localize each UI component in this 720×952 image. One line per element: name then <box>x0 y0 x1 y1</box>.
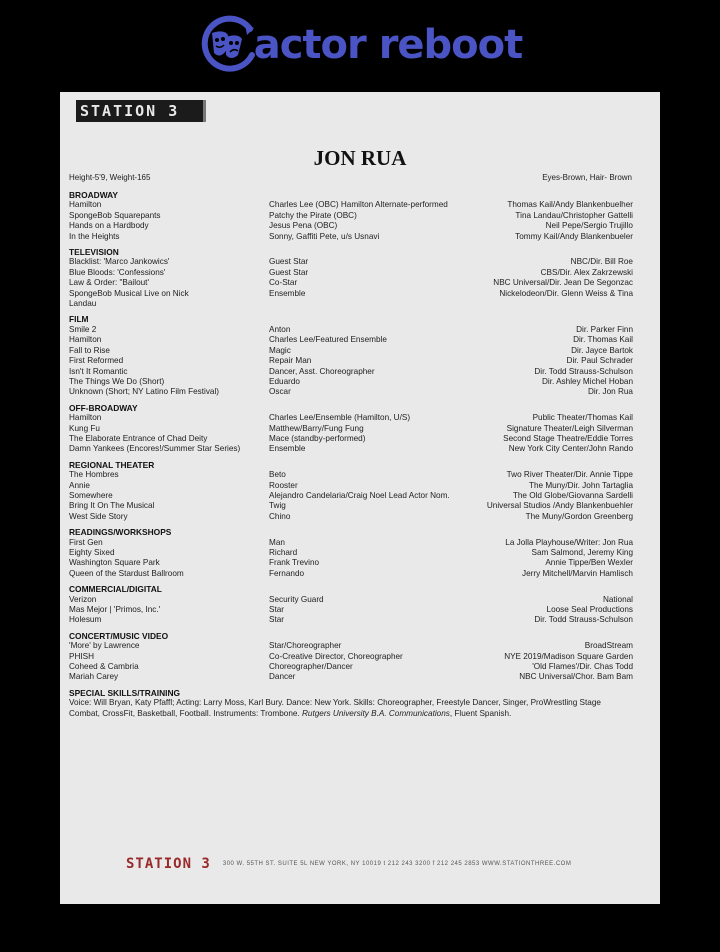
credit-row <box>69 662 633 672</box>
resume-section <box>69 527 633 579</box>
credit-title: West Side Story <box>69 511 128 521</box>
credit-title: Bring It On The Musical <box>69 501 155 511</box>
credit-title: Law & Order: "Bailout' <box>69 278 150 288</box>
credit-company: Dir. Ashley Michel Hoban <box>541 376 633 386</box>
credit-role: Charles Lee/Featured Ensemble <box>269 335 387 345</box>
credit-title: Mas Mejor | 'Primos, Inc.' <box>69 605 161 615</box>
credit-row <box>69 413 633 423</box>
actor-name: JON RUA <box>313 146 407 170</box>
credit-role: Mace (standby-performed) <box>269 433 366 443</box>
credit-company: NBC/Dir. Bill Roe <box>570 257 633 267</box>
credit-title: Damn Yankees (Encores!/Summer Star Series) <box>69 444 241 454</box>
credit-row <box>69 548 633 558</box>
skills-section <box>69 688 633 719</box>
credit-company: Loose Seal Productions <box>546 605 633 615</box>
credit-company: Public Theater/Thomas Kail <box>532 413 633 423</box>
section-title: CONCERT/MUSIC VIDEO <box>69 630 169 641</box>
resume-footer <box>126 856 571 872</box>
credit-company: Dir. Parker Finn <box>576 324 633 334</box>
credit-company: National <box>602 594 633 604</box>
credit-title: 'More' by Lawrence <box>69 641 140 651</box>
credit-row <box>69 335 633 345</box>
credit-role: Twig <box>269 501 286 511</box>
credit-company: Universal Studios /Andy Blankenbuehler <box>486 501 633 511</box>
credit-title: Somewhere <box>69 490 113 500</box>
credit-row <box>69 424 633 434</box>
credit-title: Blue Bloods: 'Confessions' <box>69 267 166 277</box>
credit-title: Hamilton <box>69 200 102 210</box>
credit-role: Charles Lee/Ensemble (Hamilton, U/S) <box>269 413 411 423</box>
resume-section <box>69 190 633 242</box>
credit-company: Tina Landau/Christopher Gattelli <box>515 210 633 220</box>
credit-row <box>69 278 633 288</box>
credit-row <box>69 538 633 548</box>
station3-top-logo: STATION 3 <box>76 100 206 122</box>
agency-contact-info: 300 W. 55TH ST. SUITE 5L NEW YORK, NY 10019 t 212 243 3200 f 212 245 2853 WWW.STATIONTHREE.COM <box>222 861 572 867</box>
credit-title: Queen of the Stardust Ballroom <box>69 568 184 578</box>
credit-company: Thomas Kail/Andy Blankenbuelher <box>507 200 633 210</box>
credit-role: Frank Trevino <box>269 558 320 568</box>
credit-company: BroadStream <box>584 641 633 651</box>
section-title: BROADWAY <box>69 190 119 200</box>
credit-company: The Muny/Dir. John Tartaglia <box>528 480 633 490</box>
credit-row <box>69 211 633 221</box>
credit-company: Dir. Jon Rua <box>587 387 633 397</box>
logo-word-reboot: reboot <box>378 22 523 68</box>
credit-company: Dir. Todd Strauss-Schulson <box>534 615 633 625</box>
section-title: REGIONAL THEATER <box>69 459 155 470</box>
credit-title: Smile 2 <box>69 324 97 334</box>
eyes-hair: Eyes-Brown, Hair- Brown <box>542 173 632 182</box>
credit-title: In the Heights <box>69 231 120 241</box>
credit-company <box>469 299 633 309</box>
section-title: OFF-BROADWAY <box>69 402 138 413</box>
credit-company: Sam Salmond, Jeremy King <box>531 548 633 557</box>
credit-row <box>69 356 633 366</box>
credit-row <box>69 569 633 579</box>
credit-row <box>69 470 633 480</box>
height-weight: Height-5'9, Weight-165 <box>69 173 151 182</box>
credit-company: The Muny/Gordon Greenberg <box>525 511 633 521</box>
credit-row <box>69 367 633 377</box>
credit-company: Second Stage Theatre/Eddie Torres <box>503 433 633 443</box>
credit-role: Eduardo <box>269 376 300 386</box>
credit-title: Washington Square Park <box>69 558 160 568</box>
credit-row <box>69 605 633 615</box>
credit-row <box>69 232 633 242</box>
resume-section <box>69 460 633 522</box>
credit-title: Blacklist: 'Marco Jankowics' <box>69 257 170 267</box>
credit-row <box>69 257 633 267</box>
section-title: READINGS/WORKSHOPS <box>69 527 172 538</box>
credit-role: Patchy the Pirate (OBC) <box>269 210 357 220</box>
credit-row <box>69 377 633 387</box>
section-title: TELEVISION <box>69 247 119 258</box>
credit-title: Hamilton <box>69 335 102 345</box>
credit-company: Dir. Todd Strauss-Schulson <box>534 366 633 376</box>
credit-role: Richard <box>269 548 298 557</box>
credit-company: Nickelodeon/Dir. Glenn Weiss & Tina <box>499 288 633 298</box>
credit-row <box>69 615 633 625</box>
skills-education: Rutgers University B.A. Communications <box>301 708 450 718</box>
credit-title: Annie <box>69 480 90 490</box>
logo-word-actor: actor <box>253 22 366 68</box>
resume-section <box>69 584 633 626</box>
credit-role: Guest Star <box>269 257 309 267</box>
credit-title: PHISH <box>69 651 95 661</box>
credit-title: SpongeBob Squarepants <box>69 210 161 220</box>
credit-row <box>69 512 633 522</box>
credit-row <box>69 387 633 397</box>
credit-title: Fall to Rise <box>69 345 110 355</box>
credit-row <box>69 346 633 356</box>
credit-role: Fernando <box>269 568 305 578</box>
credit-title: Kung Fu <box>69 423 100 433</box>
credit-role: Star <box>269 605 285 615</box>
resume-section <box>69 631 633 683</box>
credit-company: Jerry Mitchell/Marvin Hamlisch <box>521 568 633 578</box>
resume-section <box>69 314 633 397</box>
credit-title: Landau <box>69 299 97 309</box>
credit-company: Two River Theater/Dir. Annie Tippe <box>506 470 633 480</box>
credit-company: The Old Globe/Giovanna Sardelli <box>512 490 633 500</box>
section-title: FILM <box>69 314 89 325</box>
credit-title: SpongeBob Musical Live on Nick <box>69 288 189 298</box>
skills-text-end: , Fluent Spanish. <box>449 708 512 718</box>
resume-body <box>69 190 633 724</box>
credit-row <box>69 221 633 231</box>
credit-company: New York City Center/John Rando <box>508 444 633 454</box>
credit-row <box>69 325 633 335</box>
skills-text <box>69 698 609 719</box>
credit-company: 'Old Flames'/Dir. Chas Todd <box>532 662 633 672</box>
credit-role: Star <box>269 615 285 625</box>
credit-title: The Things We Do (Short) <box>69 376 165 386</box>
credit-role: Man <box>269 537 285 547</box>
credit-row <box>69 491 633 501</box>
credit-row <box>69 595 633 605</box>
credit-role: Beto <box>269 470 286 480</box>
credit-role <box>269 299 469 309</box>
credit-title: First Gen <box>69 537 103 547</box>
credit-role: Choreographer/Dancer <box>269 662 353 672</box>
credit-row <box>69 299 633 309</box>
credit-role: Co-Star <box>269 278 298 288</box>
credit-company: Dir. Jayce Bartok <box>571 345 633 355</box>
credit-role: Security Guard <box>269 594 324 604</box>
credit-title: Holesum <box>69 615 102 625</box>
credit-title: Coheed & Cambria <box>69 662 139 672</box>
credit-role: Ensemble <box>269 444 306 454</box>
station3-footer-logo: STATION 3 <box>126 856 211 872</box>
credit-role: Guest Star <box>269 267 309 277</box>
actor-reboot-header <box>0 0 720 92</box>
credit-company: La Jolla Playhouse/Writer: Jon Rua <box>505 537 633 547</box>
credit-role: Repair Man <box>269 356 312 366</box>
credit-company: Annie Tippe/Ben Wexler <box>545 558 633 568</box>
credit-row <box>69 200 633 210</box>
credit-title: First Reformed <box>69 356 124 366</box>
credit-company: Dir. Thomas Kail <box>573 335 633 345</box>
credit-role: Charles Lee (OBC) Hamilton Alternate-performed <box>269 200 448 210</box>
credit-title: Hamilton <box>69 413 102 423</box>
credit-role: Matthew/Barry/Fung Fung <box>269 423 364 433</box>
credit-role: Sonny, Gaffiti Pete, u/s Usnavi <box>269 231 380 241</box>
credit-role: Rooster <box>269 480 298 490</box>
credit-row <box>69 434 633 444</box>
skills-text-main: Voice: Will Bryan, Katy Pfaffl; Acting: Larry Moss, Karl Bury. Dance: New York. Skills: Choreographer, Freestyle Dancer, Singer, ProWrestling Stage Combat, CrossFit, Basketball, Football. Instruments: Trombone. <box>69 698 601 718</box>
credit-row <box>69 641 633 651</box>
credit-company: Signature Theater/Leigh Silverman <box>506 423 633 433</box>
credit-role: Dancer, Asst. Choreographer <box>269 366 375 376</box>
credit-title: Eighty Sixed <box>69 548 115 557</box>
credit-title: Mariah Carey <box>69 672 119 682</box>
credit-title: Verizon <box>69 594 97 604</box>
credit-company: NYE 2019/Madison Square Garden <box>504 651 633 661</box>
credit-row <box>69 268 633 278</box>
section-title: COMMERCIAL/DIGITAL <box>69 584 162 595</box>
resume-section <box>69 403 633 455</box>
credit-row <box>69 672 633 682</box>
credit-title: Isn't It Romantic <box>69 366 128 376</box>
credit-row <box>69 652 633 662</box>
credit-company: NBC Universal/Chor. Bam Bam <box>519 672 633 682</box>
credit-row <box>69 481 633 491</box>
credit-title: Unknown (Short; NY Latino Film Festival) <box>69 387 220 397</box>
credit-role: Ensemble <box>269 288 306 298</box>
credit-role: Alejandro Candelaria/Craig Noel Lead Actor Nom. <box>269 490 450 500</box>
theater-masks-icon <box>198 15 260 77</box>
credit-company: Dir. Paul Schrader <box>566 356 633 366</box>
credit-row <box>69 558 633 568</box>
credit-role: Star/Choreographer <box>269 641 342 651</box>
credit-company: Neil Pepe/Sergio Trujillo <box>545 221 633 231</box>
section-title: SPECIAL SKILLS/TRAINING <box>69 687 181 698</box>
credit-company: NBC Universal/Dir. Jean De Segonzac <box>493 278 633 288</box>
credit-title: The Hombres <box>69 470 119 480</box>
credit-row <box>69 501 633 511</box>
credit-company: Tommy Kail/Andy Blankenbueler <box>515 231 633 241</box>
resume-page <box>60 92 660 904</box>
credit-title: The Elaborate Entrance of Chad Deity <box>69 433 208 443</box>
credit-title: Hands on a Hardbody <box>69 221 149 231</box>
credit-role: Anton <box>269 324 291 334</box>
credit-company: CBS/Dir. Alex Zakrzewski <box>540 267 633 277</box>
credit-role: Co-Creative Director, Choreographer <box>269 651 403 661</box>
credit-role: Chino <box>269 511 291 521</box>
resume-section <box>69 247 633 309</box>
credit-row <box>69 289 633 299</box>
actor-reboot-logo <box>253 22 523 68</box>
credit-role: Oscar <box>269 387 291 397</box>
credit-role: Magic <box>269 345 291 355</box>
credit-role: Dancer <box>269 672 296 682</box>
credit-row <box>69 444 633 454</box>
credit-role: Jesus Pena (OBC) <box>269 221 338 231</box>
